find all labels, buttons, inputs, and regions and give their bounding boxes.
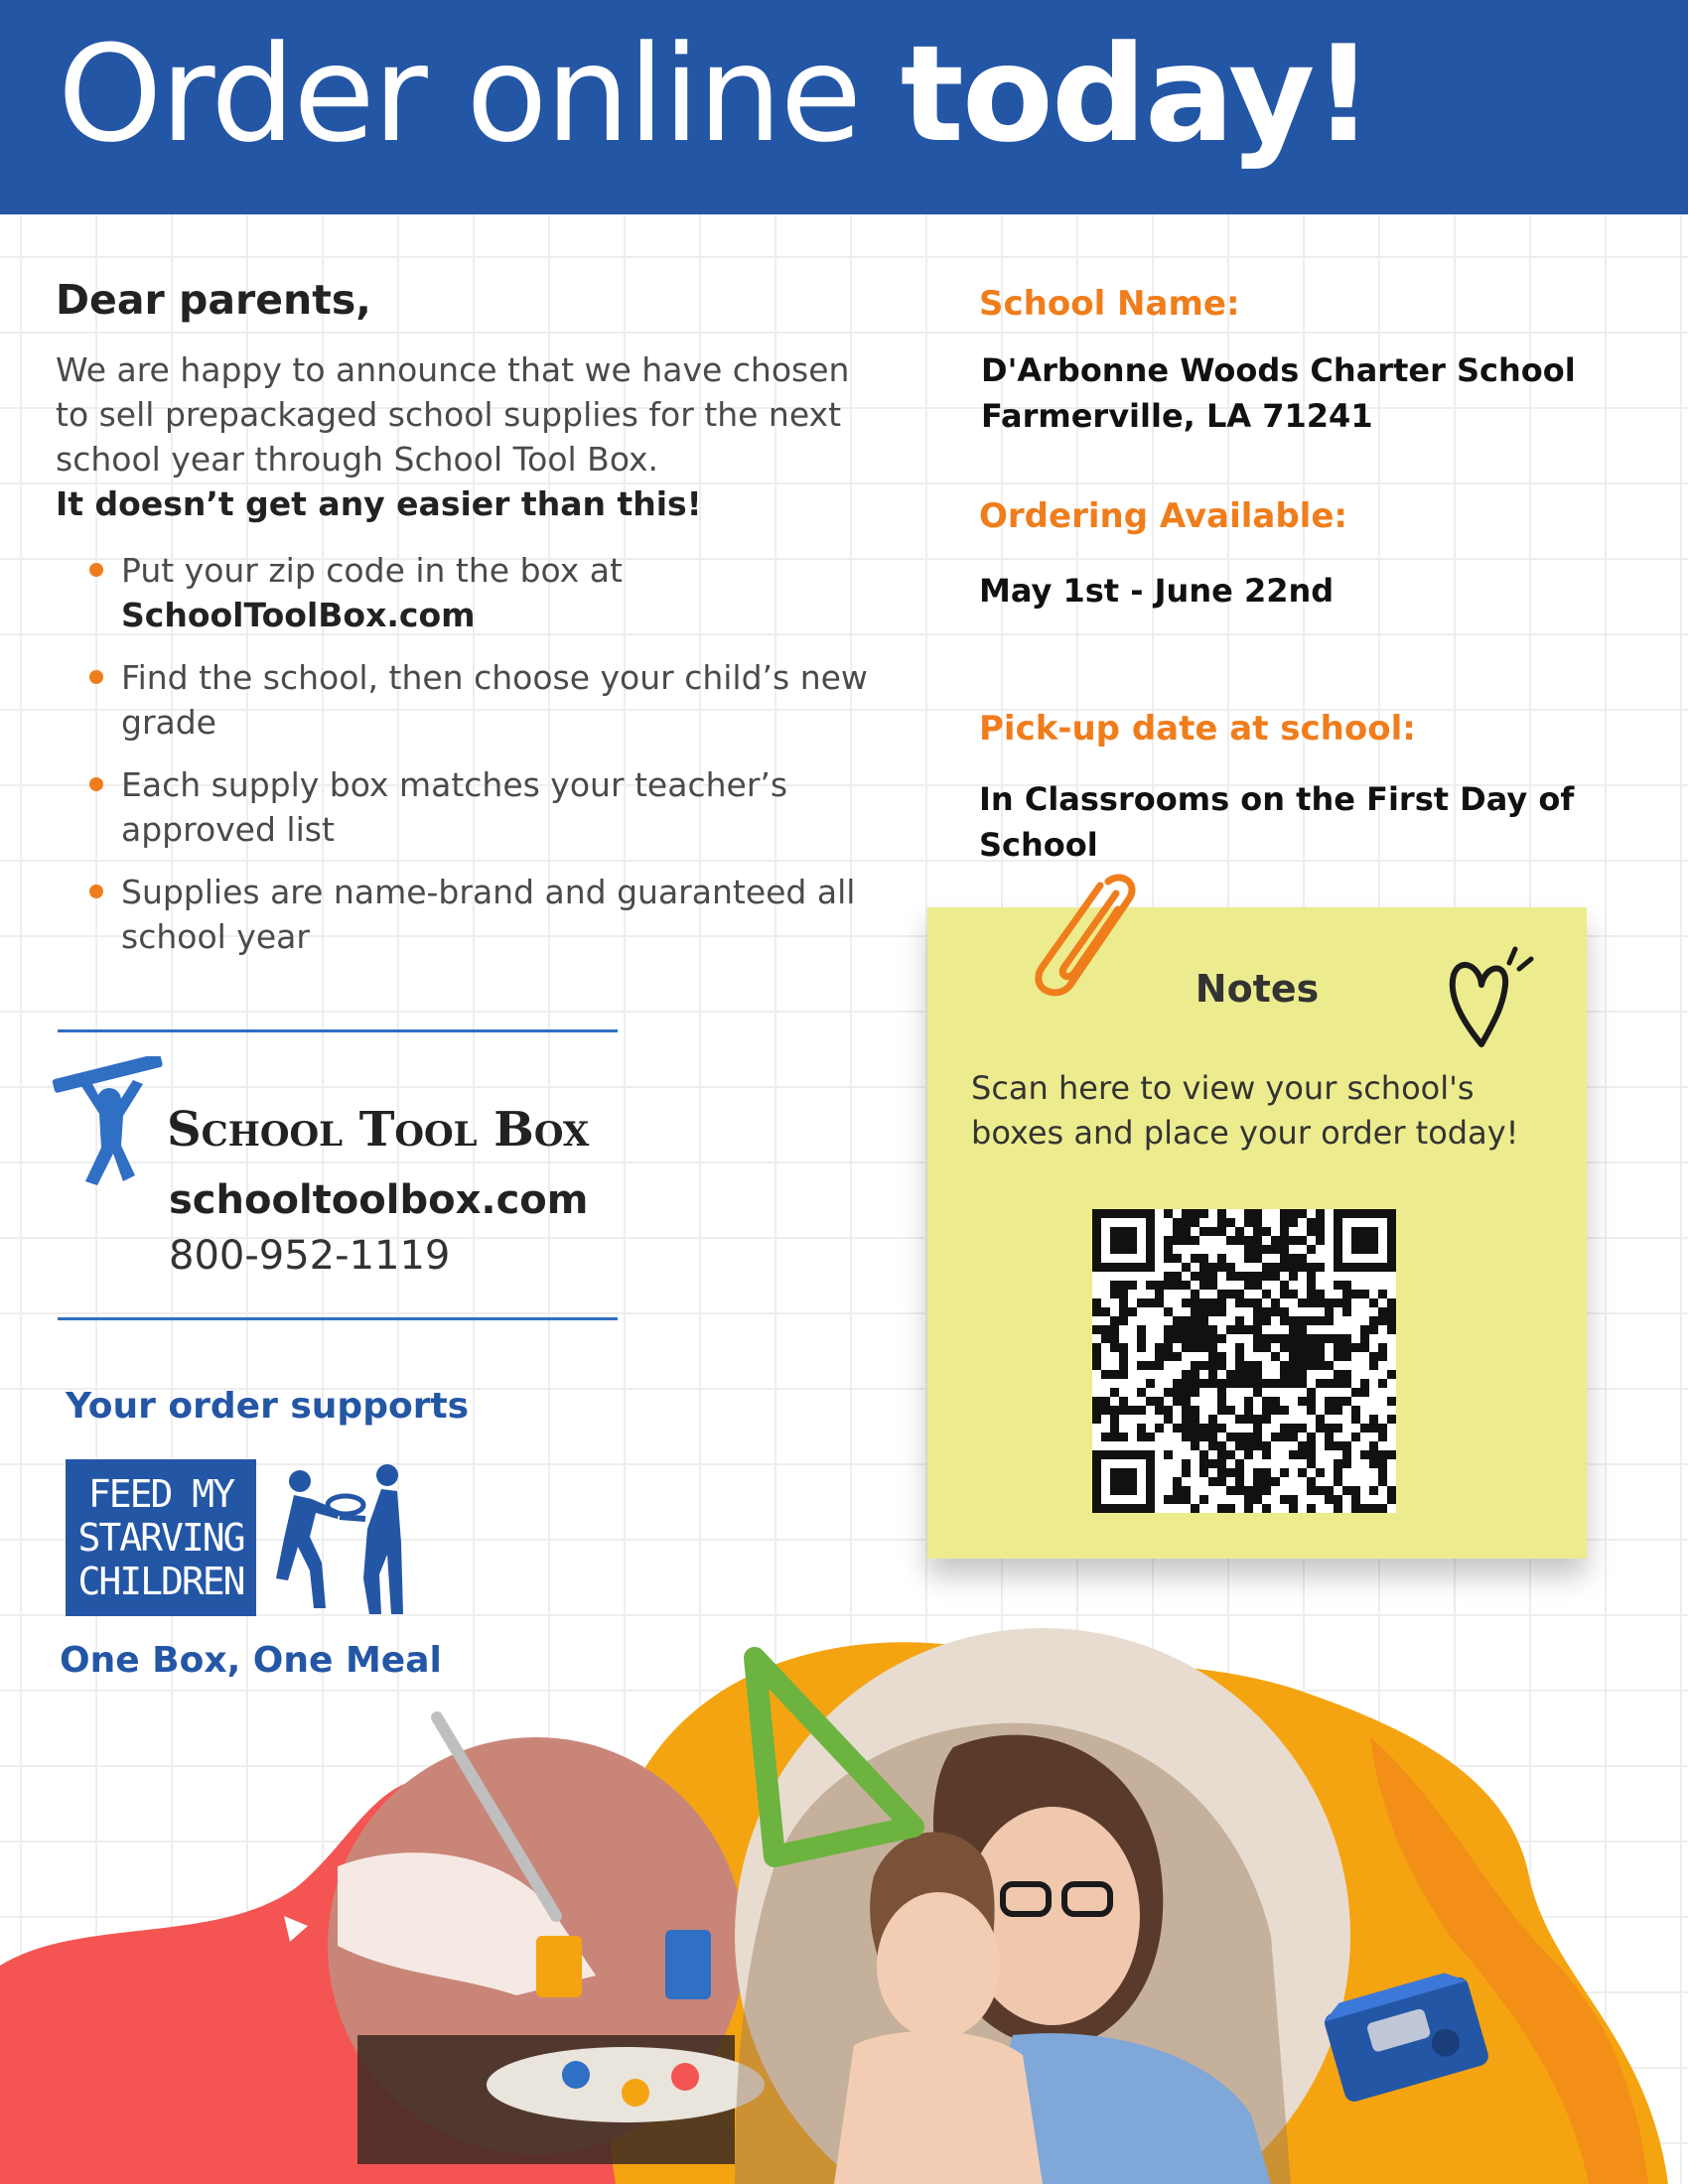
school-location-value: Farmerville, LA 71241	[981, 397, 1373, 435]
charity-figures-icon	[264, 1459, 413, 1618]
step-text: Find the school, then choose your child’s new grade	[121, 658, 868, 742]
website-link[interactable]: SchoolToolBox.com	[121, 596, 476, 634]
step-text: Put your zip code in the box at	[121, 551, 623, 590]
charity-logo-line: STARVING	[77, 1516, 244, 1560]
list-item	[89, 548, 884, 637]
step-text: Each supply box matches your teacher’s approved list	[121, 765, 788, 849]
title-light: Order online	[58, 17, 861, 172]
list-item	[89, 762, 884, 852]
note-text: Scan here to view your school's boxes and place your order today!	[971, 1069, 1519, 1152]
greeting: Dear parents,	[56, 276, 371, 324]
bullet-icon	[89, 670, 103, 684]
steps-list	[89, 548, 884, 977]
school-name-label: School Name:	[979, 284, 1240, 324]
ordering-label: Ordering Available:	[979, 496, 1347, 536]
bottom-illustration	[0, 1618, 1688, 2184]
charity-logo-line: FEED MY	[87, 1472, 234, 1516]
brand-phone: 800-952-1119	[169, 1233, 451, 1279]
divider-top	[58, 1029, 618, 1032]
school-name-value: D'Arbonne Woods Charter School	[981, 351, 1576, 389]
list-item	[89, 655, 884, 745]
step-text: Supplies are name-brand and guaranteed all school year	[121, 873, 856, 956]
title-bold: today!	[900, 17, 1372, 172]
page-title	[58, 17, 1372, 172]
ordering-value: May 1st - June 22nd	[979, 572, 1335, 610]
note-title: Notes	[1195, 967, 1320, 1011]
bullet-icon	[89, 777, 103, 791]
supports-label: Your order supports	[66, 1386, 470, 1427]
intro-paragraph: We are happy to announce that we have chosen to sell prepackaged school supplies for the next school year through School Tool Box.	[56, 350, 850, 478]
brand-name: School Tool Box	[167, 1102, 590, 1158]
heart-doodle-icon	[1446, 941, 1535, 1050]
header-banner	[0, 0, 1688, 214]
qr-code-icon[interactable]	[1092, 1209, 1396, 1513]
charity-logo-line: CHILDREN	[77, 1560, 244, 1603]
school-tool-box-logo-icon	[52, 1056, 163, 1195]
divider-bottom	[58, 1317, 618, 1320]
charity-tagline: One Box, One Meal	[60, 1640, 442, 1681]
emphasis-line: It doesn’t get any easier than this!	[56, 484, 702, 523]
charity-logo	[66, 1459, 256, 1616]
list-item	[89, 870, 884, 959]
bullet-icon	[89, 885, 103, 898]
brand-url[interactable]: schooltoolbox.com	[169, 1177, 589, 1223]
pickup-label: Pick-up date at school:	[979, 709, 1416, 749]
paperclip-icon	[1013, 864, 1142, 1003]
bullet-icon	[89, 563, 103, 577]
pickup-value: In Classrooms on the First Day of School	[979, 780, 1575, 864]
